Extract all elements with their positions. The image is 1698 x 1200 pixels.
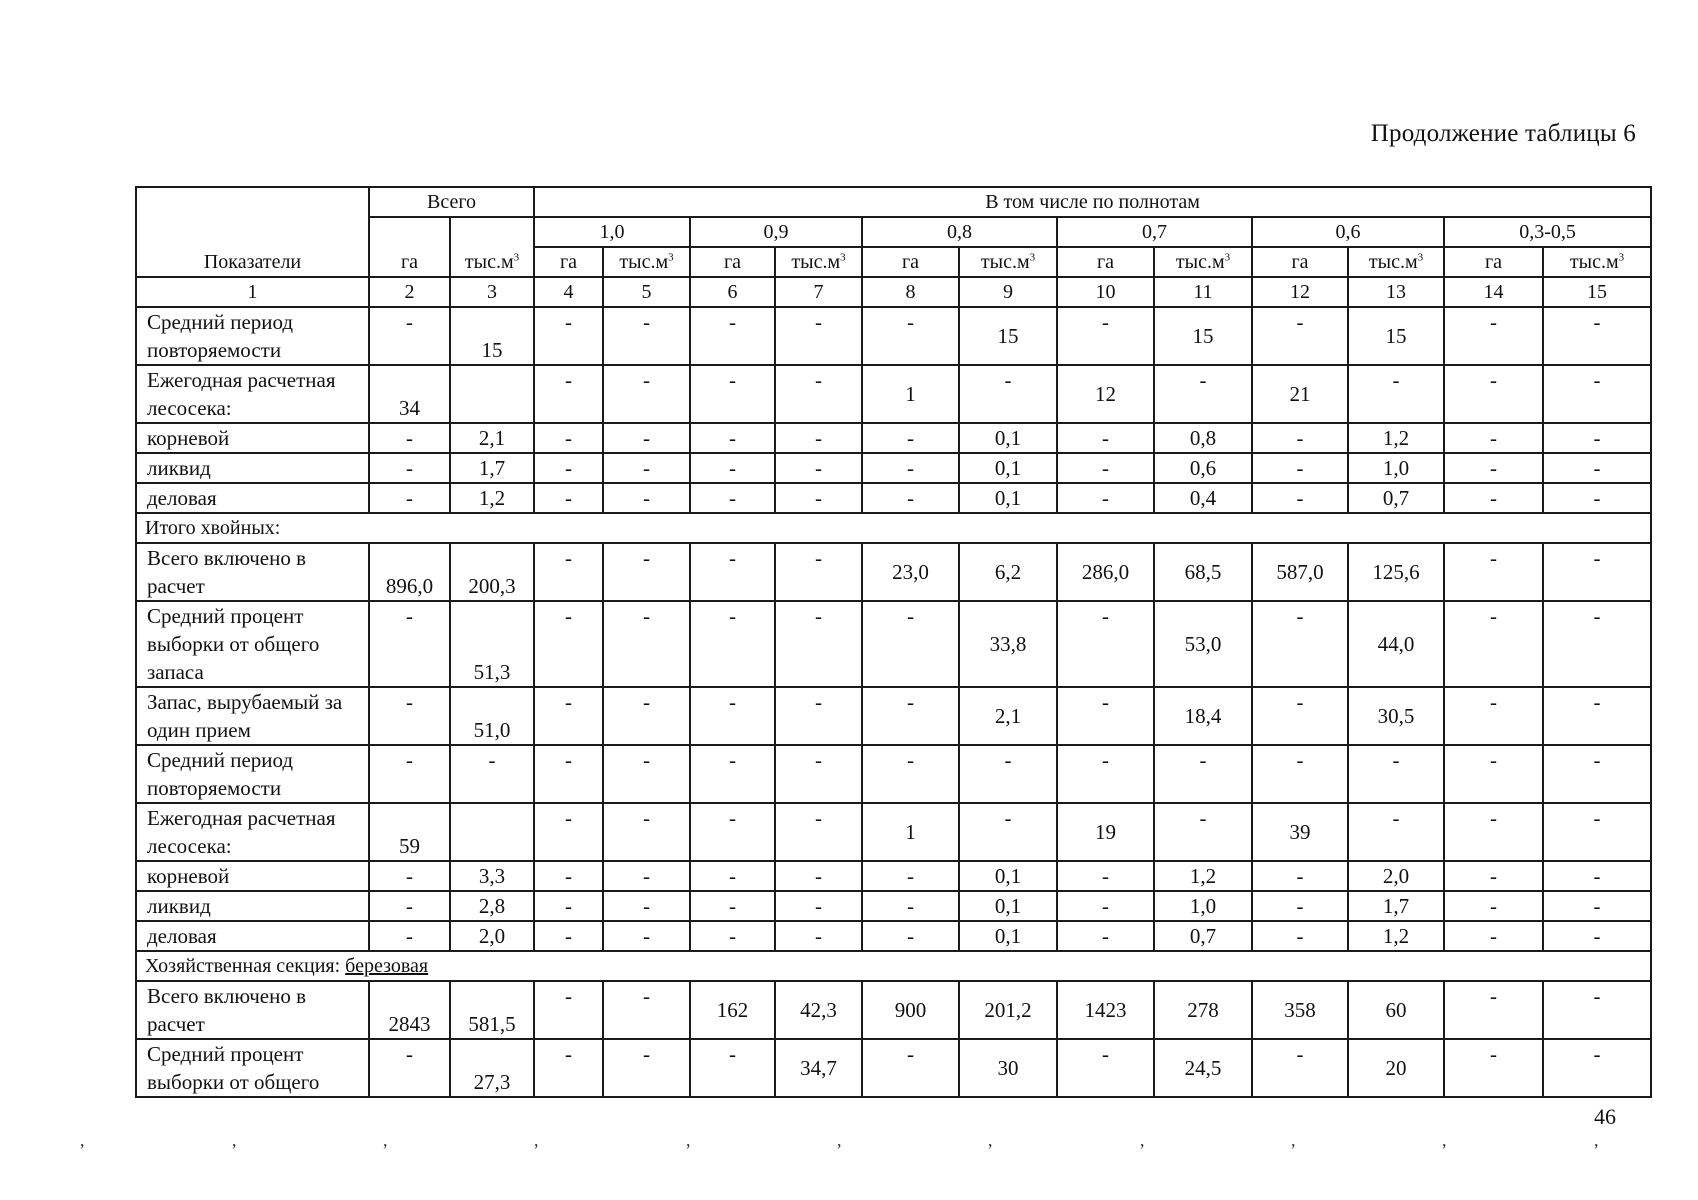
table-cell: - xyxy=(1543,861,1651,891)
table-cell: - xyxy=(369,921,450,951)
table-row xyxy=(136,891,1651,921)
table-cell: - xyxy=(603,307,690,365)
table-cell: - xyxy=(603,543,690,601)
column-number: 11 xyxy=(1154,277,1252,307)
table-cell: 1 xyxy=(862,365,959,423)
table-cell: - xyxy=(862,921,959,951)
table-cell xyxy=(450,803,534,861)
table-cell: - xyxy=(534,687,603,745)
column-number: 3 xyxy=(450,277,534,307)
data-table xyxy=(135,186,1652,1098)
table-cell: 18,4 xyxy=(1154,687,1252,745)
table-row xyxy=(136,543,1651,601)
table-cell: 44,0 xyxy=(1348,601,1444,687)
table-cell: - xyxy=(1543,453,1651,483)
table-cell: - xyxy=(1543,307,1651,365)
table-cell: - xyxy=(1057,307,1154,365)
table-cell: - xyxy=(775,453,862,483)
density-header: 0,9 xyxy=(690,217,862,247)
table-cell: - xyxy=(862,453,959,483)
table-cell: 0,1 xyxy=(959,483,1057,513)
column-number: 4 xyxy=(534,277,603,307)
table-cell: 60 xyxy=(1348,981,1444,1039)
table-cell: - xyxy=(1057,891,1154,921)
table-cell: - xyxy=(690,365,775,423)
table-cell: 1,7 xyxy=(450,453,534,483)
table-row xyxy=(136,745,1651,803)
table-cell: - xyxy=(775,365,862,423)
table-cell: - xyxy=(603,981,690,1039)
table-cell: - xyxy=(534,601,603,687)
table-cell: - xyxy=(862,601,959,687)
column-number: 8 xyxy=(862,277,959,307)
column-number: 5 xyxy=(603,277,690,307)
table-cell: 0,6 xyxy=(1154,453,1252,483)
table-cell: - xyxy=(690,543,775,601)
table-cell: - xyxy=(959,365,1057,423)
row-label: ликвид xyxy=(136,453,369,483)
table-cell: - xyxy=(603,453,690,483)
header-by-density: В том числе по полнотам xyxy=(534,187,1651,217)
table-row xyxy=(136,453,1651,483)
table-cell: - xyxy=(534,1039,603,1097)
row-label: Средний период повторяемости xyxy=(136,745,369,803)
table-cell: - xyxy=(603,861,690,891)
column-number: 14 xyxy=(1444,277,1543,307)
header-unit-vol: $тыс.м^3$ xyxy=(450,217,534,277)
table-cell: - xyxy=(1348,745,1444,803)
table-cell: - xyxy=(775,543,862,601)
table-cell: - xyxy=(1252,861,1348,891)
section-name: березовая xyxy=(345,955,429,977)
column-number: 7 xyxy=(775,277,862,307)
table-row xyxy=(136,981,1651,1039)
table-cell: - xyxy=(534,307,603,365)
table-cell: 15 xyxy=(959,307,1057,365)
table-cell: - xyxy=(369,861,450,891)
table-cell: 1,2 xyxy=(450,483,534,513)
table-cell: - xyxy=(1252,1039,1348,1097)
table-cell: - xyxy=(1444,307,1543,365)
table-cell: 12 xyxy=(1057,365,1154,423)
table-cell: - xyxy=(1057,423,1154,453)
table-cell: - xyxy=(603,1039,690,1097)
scan-dots: , , , , , , , , , , , xyxy=(80,1130,1599,1150)
table-cell: 21 xyxy=(1252,365,1348,423)
table-cell: 2,0 xyxy=(450,921,534,951)
table-cell: - xyxy=(603,687,690,745)
table-cell: - xyxy=(1444,1039,1543,1097)
table-cell: - xyxy=(862,891,959,921)
table-cell: - xyxy=(534,543,603,601)
table-cell: 15 xyxy=(450,307,534,365)
table-cell: 581,5 xyxy=(450,981,534,1039)
table-cell: 0,1 xyxy=(959,423,1057,453)
row-label: деловая xyxy=(136,483,369,513)
table-cell: - xyxy=(775,423,862,453)
table-cell: - xyxy=(534,423,603,453)
table-cell: 1,2 xyxy=(1154,861,1252,891)
column-number: 12 xyxy=(1252,277,1348,307)
table-cell: - xyxy=(862,307,959,365)
density-header: 0,3-0,5 xyxy=(1444,217,1651,247)
table-cell: - xyxy=(862,861,959,891)
table-cell: - xyxy=(603,423,690,453)
header-unit-vol: $тыс.м^3$ xyxy=(1348,247,1444,277)
table-cell: - xyxy=(1543,921,1651,951)
header-total: Всего xyxy=(369,187,534,217)
table-cell: - xyxy=(603,921,690,951)
table-cell: - xyxy=(369,601,450,687)
table-cell: 0,1 xyxy=(959,861,1057,891)
page-number: 46 xyxy=(1594,1104,1616,1129)
table-cell: - xyxy=(534,921,603,951)
table-cell: - xyxy=(1444,601,1543,687)
table-cell: - xyxy=(1543,981,1651,1039)
table-cell: - xyxy=(534,981,603,1039)
table-cell: - xyxy=(1154,745,1252,803)
table-cell: - xyxy=(1154,365,1252,423)
table-cell: 0,7 xyxy=(1154,921,1252,951)
table-cell: - xyxy=(1252,921,1348,951)
density-header: 0,8 xyxy=(862,217,1057,247)
row-label: корневой xyxy=(136,861,369,891)
table-cell: - xyxy=(690,601,775,687)
header-unit-vol: $тыс.м^3$ xyxy=(775,247,862,277)
table-cell: - xyxy=(1543,1039,1651,1097)
table-row xyxy=(136,307,1651,365)
table-cell: - xyxy=(959,745,1057,803)
table-cell: - xyxy=(1444,803,1543,861)
table-cell: 39 xyxy=(1252,803,1348,861)
table-row xyxy=(136,861,1651,891)
table-cell: 2843 xyxy=(369,981,450,1039)
row-label: Запас, вырубаемый за один прием xyxy=(136,687,369,745)
table-cell: 33,8 xyxy=(959,601,1057,687)
column-number: 1 xyxy=(136,277,369,307)
table-cell: - xyxy=(1057,921,1154,951)
section-row xyxy=(136,951,1651,981)
table-row xyxy=(136,423,1651,453)
table-cell: - xyxy=(1252,453,1348,483)
row-label: деловая xyxy=(136,921,369,951)
table-cell: 42,3 xyxy=(775,981,862,1039)
table-cell: - xyxy=(1444,543,1543,601)
row-label: Ежегодная расчетная лесосека: xyxy=(136,803,369,861)
table-cell: - xyxy=(1444,891,1543,921)
table-cell: 0,4 xyxy=(1154,483,1252,513)
table-cell: - xyxy=(690,453,775,483)
table-cell: - xyxy=(534,365,603,423)
section-row xyxy=(136,513,1651,543)
table-cell: 1,0 xyxy=(1348,453,1444,483)
table-cell: - xyxy=(1444,365,1543,423)
table-cell: - xyxy=(775,307,862,365)
table-cell: 51,3 xyxy=(450,601,534,687)
table-cell: - xyxy=(1252,423,1348,453)
table-cell: - xyxy=(775,861,862,891)
table-cell: - xyxy=(1057,861,1154,891)
section-title: Хозяйственная секция: березовая xyxy=(136,951,1651,981)
table-cell: - xyxy=(1543,745,1651,803)
table-cell: 1 xyxy=(862,803,959,861)
table-cell: 19 xyxy=(1057,803,1154,861)
table-cell: - xyxy=(862,1039,959,1097)
header-unit-vol: $тыс.м^3$ xyxy=(959,247,1057,277)
row-label: Средний процент выборки от общего xyxy=(136,1039,369,1097)
table-cell: - xyxy=(369,687,450,745)
table-cell: - xyxy=(534,453,603,483)
table-cell: 1,2 xyxy=(1348,423,1444,453)
table-cell: 1,2 xyxy=(1348,921,1444,951)
density-header: 0,6 xyxy=(1252,217,1444,247)
header-unit-vol: $тыс.м^3$ xyxy=(1154,247,1252,277)
column-number: 10 xyxy=(1057,277,1154,307)
table-cell: 34,7 xyxy=(775,1039,862,1097)
table-cell: 2,8 xyxy=(450,891,534,921)
density-header: 0,7 xyxy=(1057,217,1252,247)
density-header: 1,0 xyxy=(534,217,690,247)
table-cell: - xyxy=(369,1039,450,1097)
section-title: Итого хвойных: xyxy=(136,513,1651,543)
table-cell: - xyxy=(690,861,775,891)
table-cell: - xyxy=(775,803,862,861)
table-cell: - xyxy=(775,483,862,513)
table-cell: - xyxy=(1543,543,1651,601)
table-cell: - xyxy=(1444,921,1543,951)
table-cell: 51,0 xyxy=(450,687,534,745)
table-cell: - xyxy=(1543,891,1651,921)
table-cell: - xyxy=(603,601,690,687)
table-cell: 1,7 xyxy=(1348,891,1444,921)
row-label: Всего включено в расчет xyxy=(136,981,369,1039)
table-cell: 30,5 xyxy=(1348,687,1444,745)
table-cell: - xyxy=(1348,365,1444,423)
table-cell: 896,0 xyxy=(369,543,450,601)
table-cell: - xyxy=(369,423,450,453)
table-cell: 15 xyxy=(1348,307,1444,365)
table-cell: - xyxy=(1252,601,1348,687)
column-number: 6 xyxy=(690,277,775,307)
table-cell: 278 xyxy=(1154,981,1252,1039)
header-unit-vol: $тыс.м^3$ xyxy=(603,247,690,277)
table-row xyxy=(136,365,1651,423)
table-cell: - xyxy=(1057,453,1154,483)
table-cell: 162 xyxy=(690,981,775,1039)
table-cell: - xyxy=(959,803,1057,861)
table-cell: - xyxy=(1543,687,1651,745)
table-cell: - xyxy=(534,745,603,803)
table-cell: - xyxy=(1543,365,1651,423)
header-unit-ha: га xyxy=(1252,247,1348,277)
row-label: Средний процент выборки от общего запаса xyxy=(136,601,369,687)
column-number: 2 xyxy=(369,277,450,307)
row-label: Средний период повторяемости xyxy=(136,307,369,365)
table-cell: - xyxy=(603,365,690,423)
table-cell: - xyxy=(1348,803,1444,861)
table-cell: - xyxy=(369,483,450,513)
table-cell: - xyxy=(775,687,862,745)
table-cell: - xyxy=(690,745,775,803)
table-row xyxy=(136,803,1651,861)
table-cell: - xyxy=(1252,307,1348,365)
header-unit-ha: га xyxy=(1444,247,1543,277)
table-cell: - xyxy=(690,891,775,921)
table-cell: 0,8 xyxy=(1154,423,1252,453)
table-cell: - xyxy=(1057,745,1154,803)
header-indicators: Показатели xyxy=(136,187,369,277)
table-cell: - xyxy=(1057,483,1154,513)
table-cell: 0,1 xyxy=(959,453,1057,483)
table-cell: - xyxy=(775,601,862,687)
table-cell: 125,6 xyxy=(1348,543,1444,601)
table-cell: - xyxy=(1444,483,1543,513)
header-unit-ha: га xyxy=(369,217,450,277)
table-cell: - xyxy=(534,861,603,891)
table-cell: - xyxy=(775,921,862,951)
table-cell: - xyxy=(1252,687,1348,745)
table-cell: - xyxy=(1252,891,1348,921)
table-cell: - xyxy=(1543,483,1651,513)
table-cell: - xyxy=(534,803,603,861)
table-cell: 1423 xyxy=(1057,981,1154,1039)
header-unit-ha: га xyxy=(1057,247,1154,277)
table-cell: 68,5 xyxy=(1154,543,1252,601)
table-cell: 24,5 xyxy=(1154,1039,1252,1097)
table-cell: 2,0 xyxy=(1348,861,1444,891)
table-cell: - xyxy=(690,1039,775,1097)
column-number: 9 xyxy=(959,277,1057,307)
table-cell: 20 xyxy=(1348,1039,1444,1097)
table-row xyxy=(136,601,1651,687)
table-cell: 1,0 xyxy=(1154,891,1252,921)
table-cell: - xyxy=(690,483,775,513)
table-cell: 201,2 xyxy=(959,981,1057,1039)
header-unit-ha: га xyxy=(534,247,603,277)
table-cell: 15 xyxy=(1154,307,1252,365)
table-cell: - xyxy=(603,483,690,513)
table-cell: - xyxy=(1057,601,1154,687)
table-cell: 200,3 xyxy=(450,543,534,601)
header-unit-ha: га xyxy=(690,247,775,277)
table-cell: - xyxy=(690,803,775,861)
table-cell: - xyxy=(603,891,690,921)
table-cell: - xyxy=(690,921,775,951)
header-unit-vol: $тыс.м^3$ xyxy=(1543,247,1651,277)
table-cell: 2,1 xyxy=(450,423,534,453)
table-cell: - xyxy=(775,891,862,921)
table-cell: 2,1 xyxy=(959,687,1057,745)
table-cell: - xyxy=(603,803,690,861)
table-cell: - xyxy=(1252,483,1348,513)
table-cell: 3,3 xyxy=(450,861,534,891)
table-row xyxy=(136,921,1651,951)
table-cell: 0,7 xyxy=(1348,483,1444,513)
table-cell: - xyxy=(775,745,862,803)
table-cell: - xyxy=(690,307,775,365)
table-cell: - xyxy=(1444,745,1543,803)
table-cell: - xyxy=(1444,423,1543,453)
table-cell: 27,3 xyxy=(450,1039,534,1097)
table-cell: - xyxy=(1057,687,1154,745)
table-cell: - xyxy=(369,745,450,803)
column-number: 13 xyxy=(1348,277,1444,307)
table-row xyxy=(136,483,1651,513)
table-cell: - xyxy=(1057,1039,1154,1097)
table-cell: - xyxy=(1444,981,1543,1039)
table-cell: 53,0 xyxy=(1154,601,1252,687)
table-row xyxy=(136,1039,1651,1097)
table-cell xyxy=(450,365,534,423)
row-label: ликвид xyxy=(136,891,369,921)
row-label: Всего включено в расчет xyxy=(136,543,369,601)
table-cell: 30 xyxy=(959,1039,1057,1097)
table-cell: 59 xyxy=(369,803,450,861)
table-cell: - xyxy=(369,453,450,483)
table-cell: 0,1 xyxy=(959,891,1057,921)
table-cell: - xyxy=(862,423,959,453)
header-unit-ha: га xyxy=(862,247,959,277)
table-cell: - xyxy=(1444,861,1543,891)
table-cell: 0,1 xyxy=(959,921,1057,951)
table-cell: 6,2 xyxy=(959,543,1057,601)
table-cell: - xyxy=(1543,601,1651,687)
table-cell: - xyxy=(1543,423,1651,453)
table-cell: - xyxy=(1154,803,1252,861)
table-cell: - xyxy=(450,745,534,803)
table-cell: - xyxy=(369,307,450,365)
table-cell: 34 xyxy=(369,365,450,423)
table-cell: - xyxy=(1444,687,1543,745)
table-cell: - xyxy=(862,745,959,803)
table-cell: - xyxy=(534,483,603,513)
table-cell: 587,0 xyxy=(1252,543,1348,601)
column-number: 15 xyxy=(1543,277,1651,307)
row-label: Ежегодная расчетная лесосека: xyxy=(136,365,369,423)
table-cell: - xyxy=(369,891,450,921)
table-cell: - xyxy=(603,745,690,803)
table-cell: - xyxy=(534,891,603,921)
table-cell: 286,0 xyxy=(1057,543,1154,601)
table-cell: - xyxy=(862,687,959,745)
table-cell: 358 xyxy=(1252,981,1348,1039)
table-cell: - xyxy=(690,423,775,453)
table-cell: - xyxy=(862,483,959,513)
table-cell: 23,0 xyxy=(862,543,959,601)
table-cell: 900 xyxy=(862,981,959,1039)
table-cell: - xyxy=(690,687,775,745)
table-row xyxy=(136,687,1651,745)
table-caption: Продолжение таблицы 6 xyxy=(1370,120,1636,147)
table-cell: - xyxy=(1444,453,1543,483)
table-cell: - xyxy=(1252,745,1348,803)
table-cell: - xyxy=(1543,803,1651,861)
row-label: корневой xyxy=(136,423,369,453)
